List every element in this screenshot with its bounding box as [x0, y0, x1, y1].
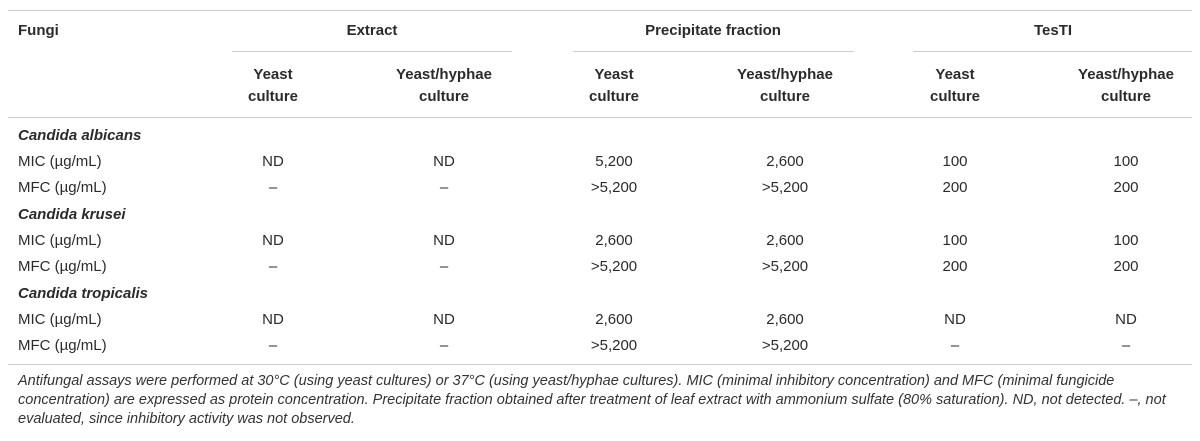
subheader-testi-yeast	[930, 64, 980, 108]
header-group-precipitate: Precipitate fraction	[645, 22, 781, 39]
table-cell: 100	[1113, 232, 1139, 249]
table-bottom-rule	[8, 364, 1192, 365]
table-cell: 2,600	[595, 232, 633, 249]
table-footnote: Antifungal assays were performed at 30°C (using yeast cultures) or 37°C (using yeast/hyphae cultures). MIC (minimal inhibitory concentration) and MFC (minimal fungicide concentration) are expressed as protein concentration. Precipitate fraction obtained after treatment of leaf extract with ammonium sulfate (80% saturation). ND, not detected. –, not evaluated, since inhibitory activity was not observed.	[18, 373, 1166, 427]
subheader-line: Yeast	[594, 66, 634, 83]
table-cell: 2,600	[766, 232, 804, 249]
species-label: Candida krusei	[18, 206, 126, 223]
table-cell: ND	[433, 153, 455, 170]
table-cell: >5,200	[590, 258, 638, 275]
subheader-line: culture	[929, 88, 981, 105]
table-cell: ND	[262, 232, 284, 249]
subheader-testi-yeast-hyphae	[1078, 64, 1174, 108]
table-cell: ND	[433, 311, 455, 328]
table-cell: ND	[1115, 311, 1137, 328]
table-cell: 2,600	[766, 311, 804, 328]
table-cell: >5,200	[590, 179, 638, 196]
results-table	[8, 0, 1192, 441]
row-label: MIC (µg/mL)	[18, 232, 102, 249]
subheader-line: Yeast	[253, 66, 293, 83]
subheader-line: culture	[1100, 88, 1152, 105]
species-label: Candida albicans	[18, 127, 142, 144]
table-cell: >5,200	[761, 179, 809, 196]
row-label: MFC (µg/mL)	[18, 179, 107, 196]
row-label: MIC (µg/mL)	[18, 153, 102, 170]
table-cell: –	[439, 258, 449, 275]
table-cell: 200	[942, 258, 968, 275]
subheader-extract-yeast-hyphae	[396, 64, 492, 108]
group-rule-testi	[913, 51, 1192, 52]
table-cell: ND	[944, 311, 966, 328]
header-group-testi: TesTI	[1033, 22, 1073, 39]
header-bottom-rule	[8, 117, 1192, 118]
subheader-line: Yeast	[935, 66, 975, 83]
table-cell: –	[268, 258, 278, 275]
subheader-precipitate-yeast-hyphae	[737, 64, 833, 108]
table-cell: >5,200	[761, 337, 809, 354]
table-cell: 2,600	[595, 311, 633, 328]
group-rule-precipitate	[573, 51, 854, 52]
header-group-extract: Extract	[346, 22, 398, 39]
row-label: MFC (µg/mL)	[18, 258, 107, 275]
subheader-line: Yeast/hyphae	[737, 66, 833, 83]
table-cell: 100	[1113, 153, 1139, 170]
table-cell: –	[1121, 337, 1131, 354]
table-cell: 200	[942, 179, 968, 196]
table-cell: 200	[1113, 179, 1139, 196]
subheader-extract-yeast	[248, 64, 298, 108]
table-cell: –	[439, 337, 449, 354]
table-cell: –	[268, 337, 278, 354]
table-cell: >5,200	[590, 337, 638, 354]
subheader-line: culture	[759, 88, 811, 105]
table-cell: ND	[262, 311, 284, 328]
header-fungi: Fungi	[18, 22, 59, 39]
subheader-line: culture	[588, 88, 640, 105]
row-label: MIC (µg/mL)	[18, 311, 102, 328]
subheader-line: Yeast/hyphae	[1078, 66, 1174, 83]
table-cell: ND	[262, 153, 284, 170]
subheader-line: Yeast/hyphae	[396, 66, 492, 83]
table-cell: 2,600	[766, 153, 804, 170]
table-top-rule	[8, 10, 1192, 11]
row-label: MFC (µg/mL)	[18, 337, 107, 354]
table-cell: –	[268, 179, 278, 196]
subheader-line: culture	[418, 88, 470, 105]
group-rule-extract	[232, 51, 512, 52]
subheader-line: culture	[247, 88, 299, 105]
table-cell: >5,200	[761, 258, 809, 275]
table-cell: –	[439, 179, 449, 196]
subheader-precipitate-yeast	[589, 64, 639, 108]
table-cell: ND	[433, 232, 455, 249]
table-cell: 100	[942, 153, 968, 170]
table-cell: 5,200	[595, 153, 633, 170]
table-cell: 200	[1113, 258, 1139, 275]
species-label: Candida tropicalis	[18, 285, 149, 302]
table-cell: –	[950, 337, 960, 354]
table-cell: 100	[942, 232, 968, 249]
